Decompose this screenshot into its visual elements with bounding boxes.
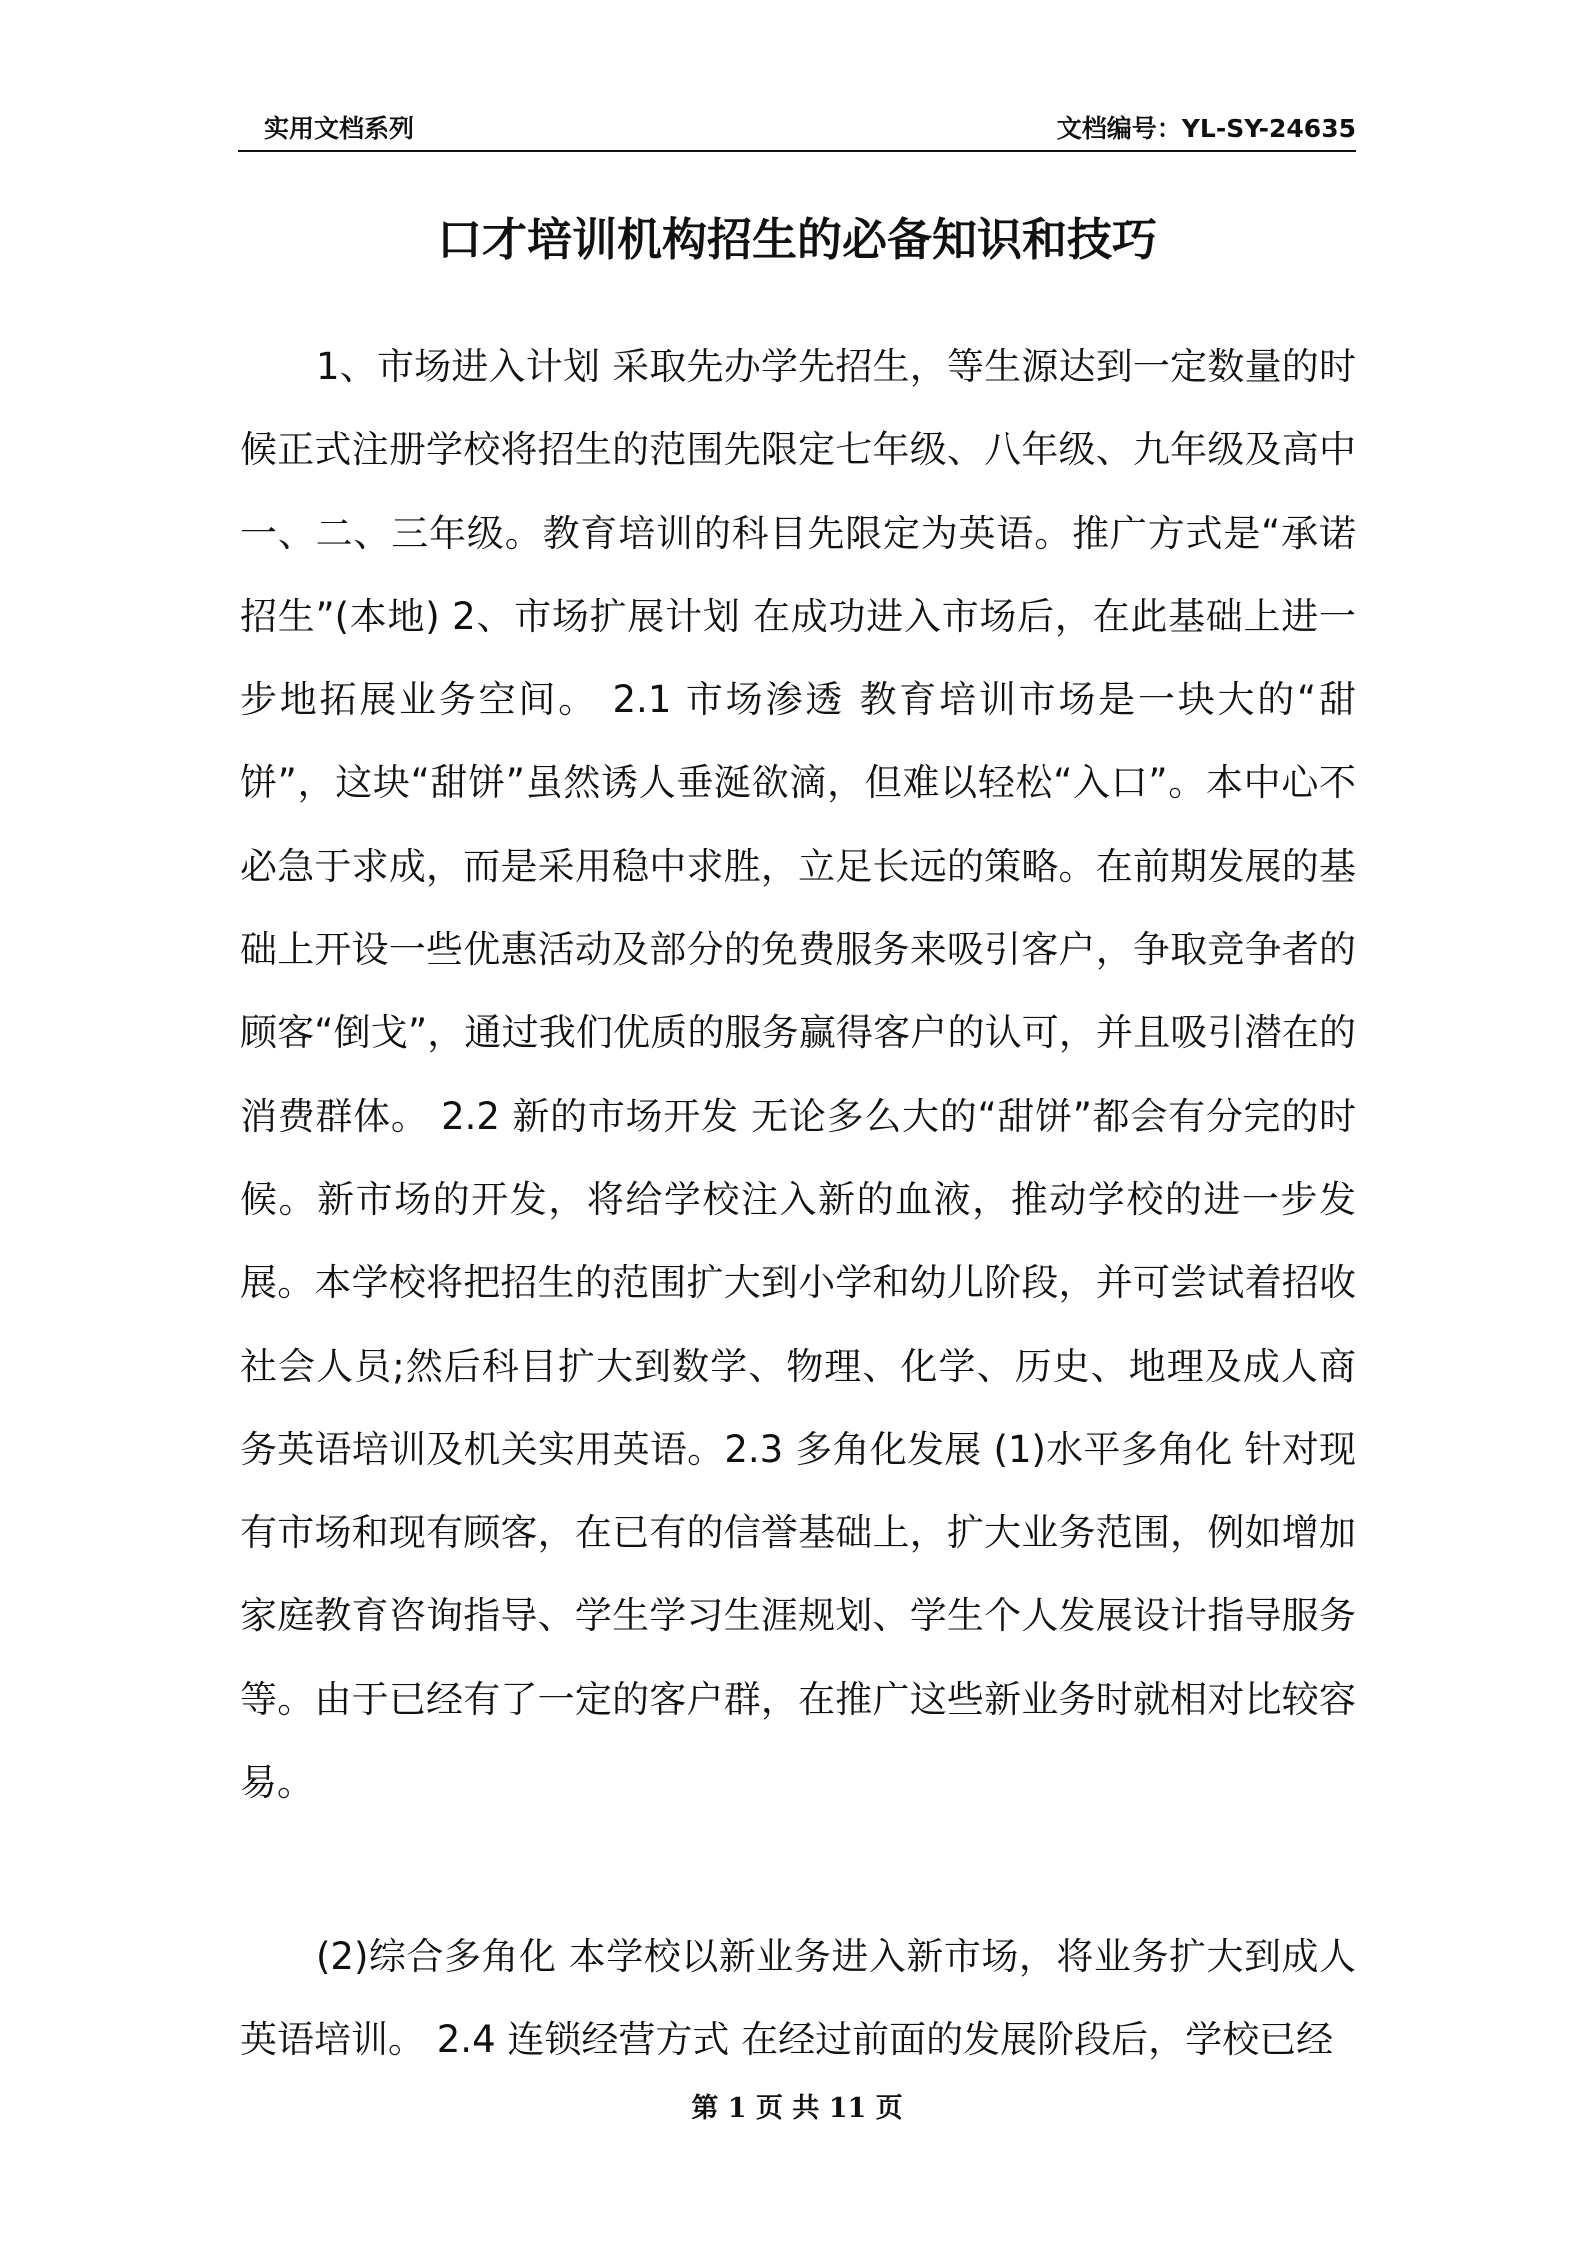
header-document-number: 文档编号：YL-SY-24635 xyxy=(1056,114,1356,143)
body-paragraph-1: 1、市场进入计划 采取先办学先招生，等生源达到一定数量的时候正式注册学校将招生的范围先限定七年级、八年级、九年级及高中一、二、三年级。教育培训的科目先限定为英语。推广方式是“承诺招生”(本地) 2、市场扩展计划 在成功进入市场后，在此基础上进一步地拓展业务空间。 2.1 市场渗透 教育培训市场是一块大的“甜饼”，这块“甜饼”虽然诱人垂涎欲滴，但难以轻松“入口”。本中心不必急于求成，而是采用稳中求胜，立足长远的策略。在前期发展的基础上开设一些优惠活动及部分的免费服务来吸引客户，争取竞争者的顾客“倒戈”，通过我们优质的服务赢得客户的认可，并且吸引潜在的消费群体。 2.2 新的市场开发 无论多么大的“甜饼”都会有分完的时候。新市场的开发，将给学校注入新的血液，推动学校的进一步发展。本学校将把招生的范围扩大到小学和幼儿阶段，并可尝试着招收社会人员;然后科目扩大到数学、物理、化学、历史、地理及成人商务英语培训及机关实用英语。2.3 多角化发展 (1)水平多角化 针对现有市场和现有顾客，在已有的信誉基础上，扩大业务范围，例如增加家庭教育咨询指导、学生学习生涯规划、学生个人发展设计指导服务等。由于已经有了一定的客户群，在推广这些新业务时就相对比较容易。 xyxy=(240,345,1356,1805)
document-title: 口才培训机构招生的必备知识和技巧 xyxy=(436,213,1157,266)
header-series-label: 实用文档系列 xyxy=(264,114,415,143)
page-header xyxy=(238,110,1356,152)
body-paragraph-2: (2)综合多角化 本学校以新业务进入新市场，将业务扩大到成人英语培训。 2.4 连锁经营方式 在经过前面的发展阶段后，学校已经 xyxy=(240,1935,1356,2062)
page-number-footer: 第 1 页 共 11 页 xyxy=(691,2093,903,2124)
